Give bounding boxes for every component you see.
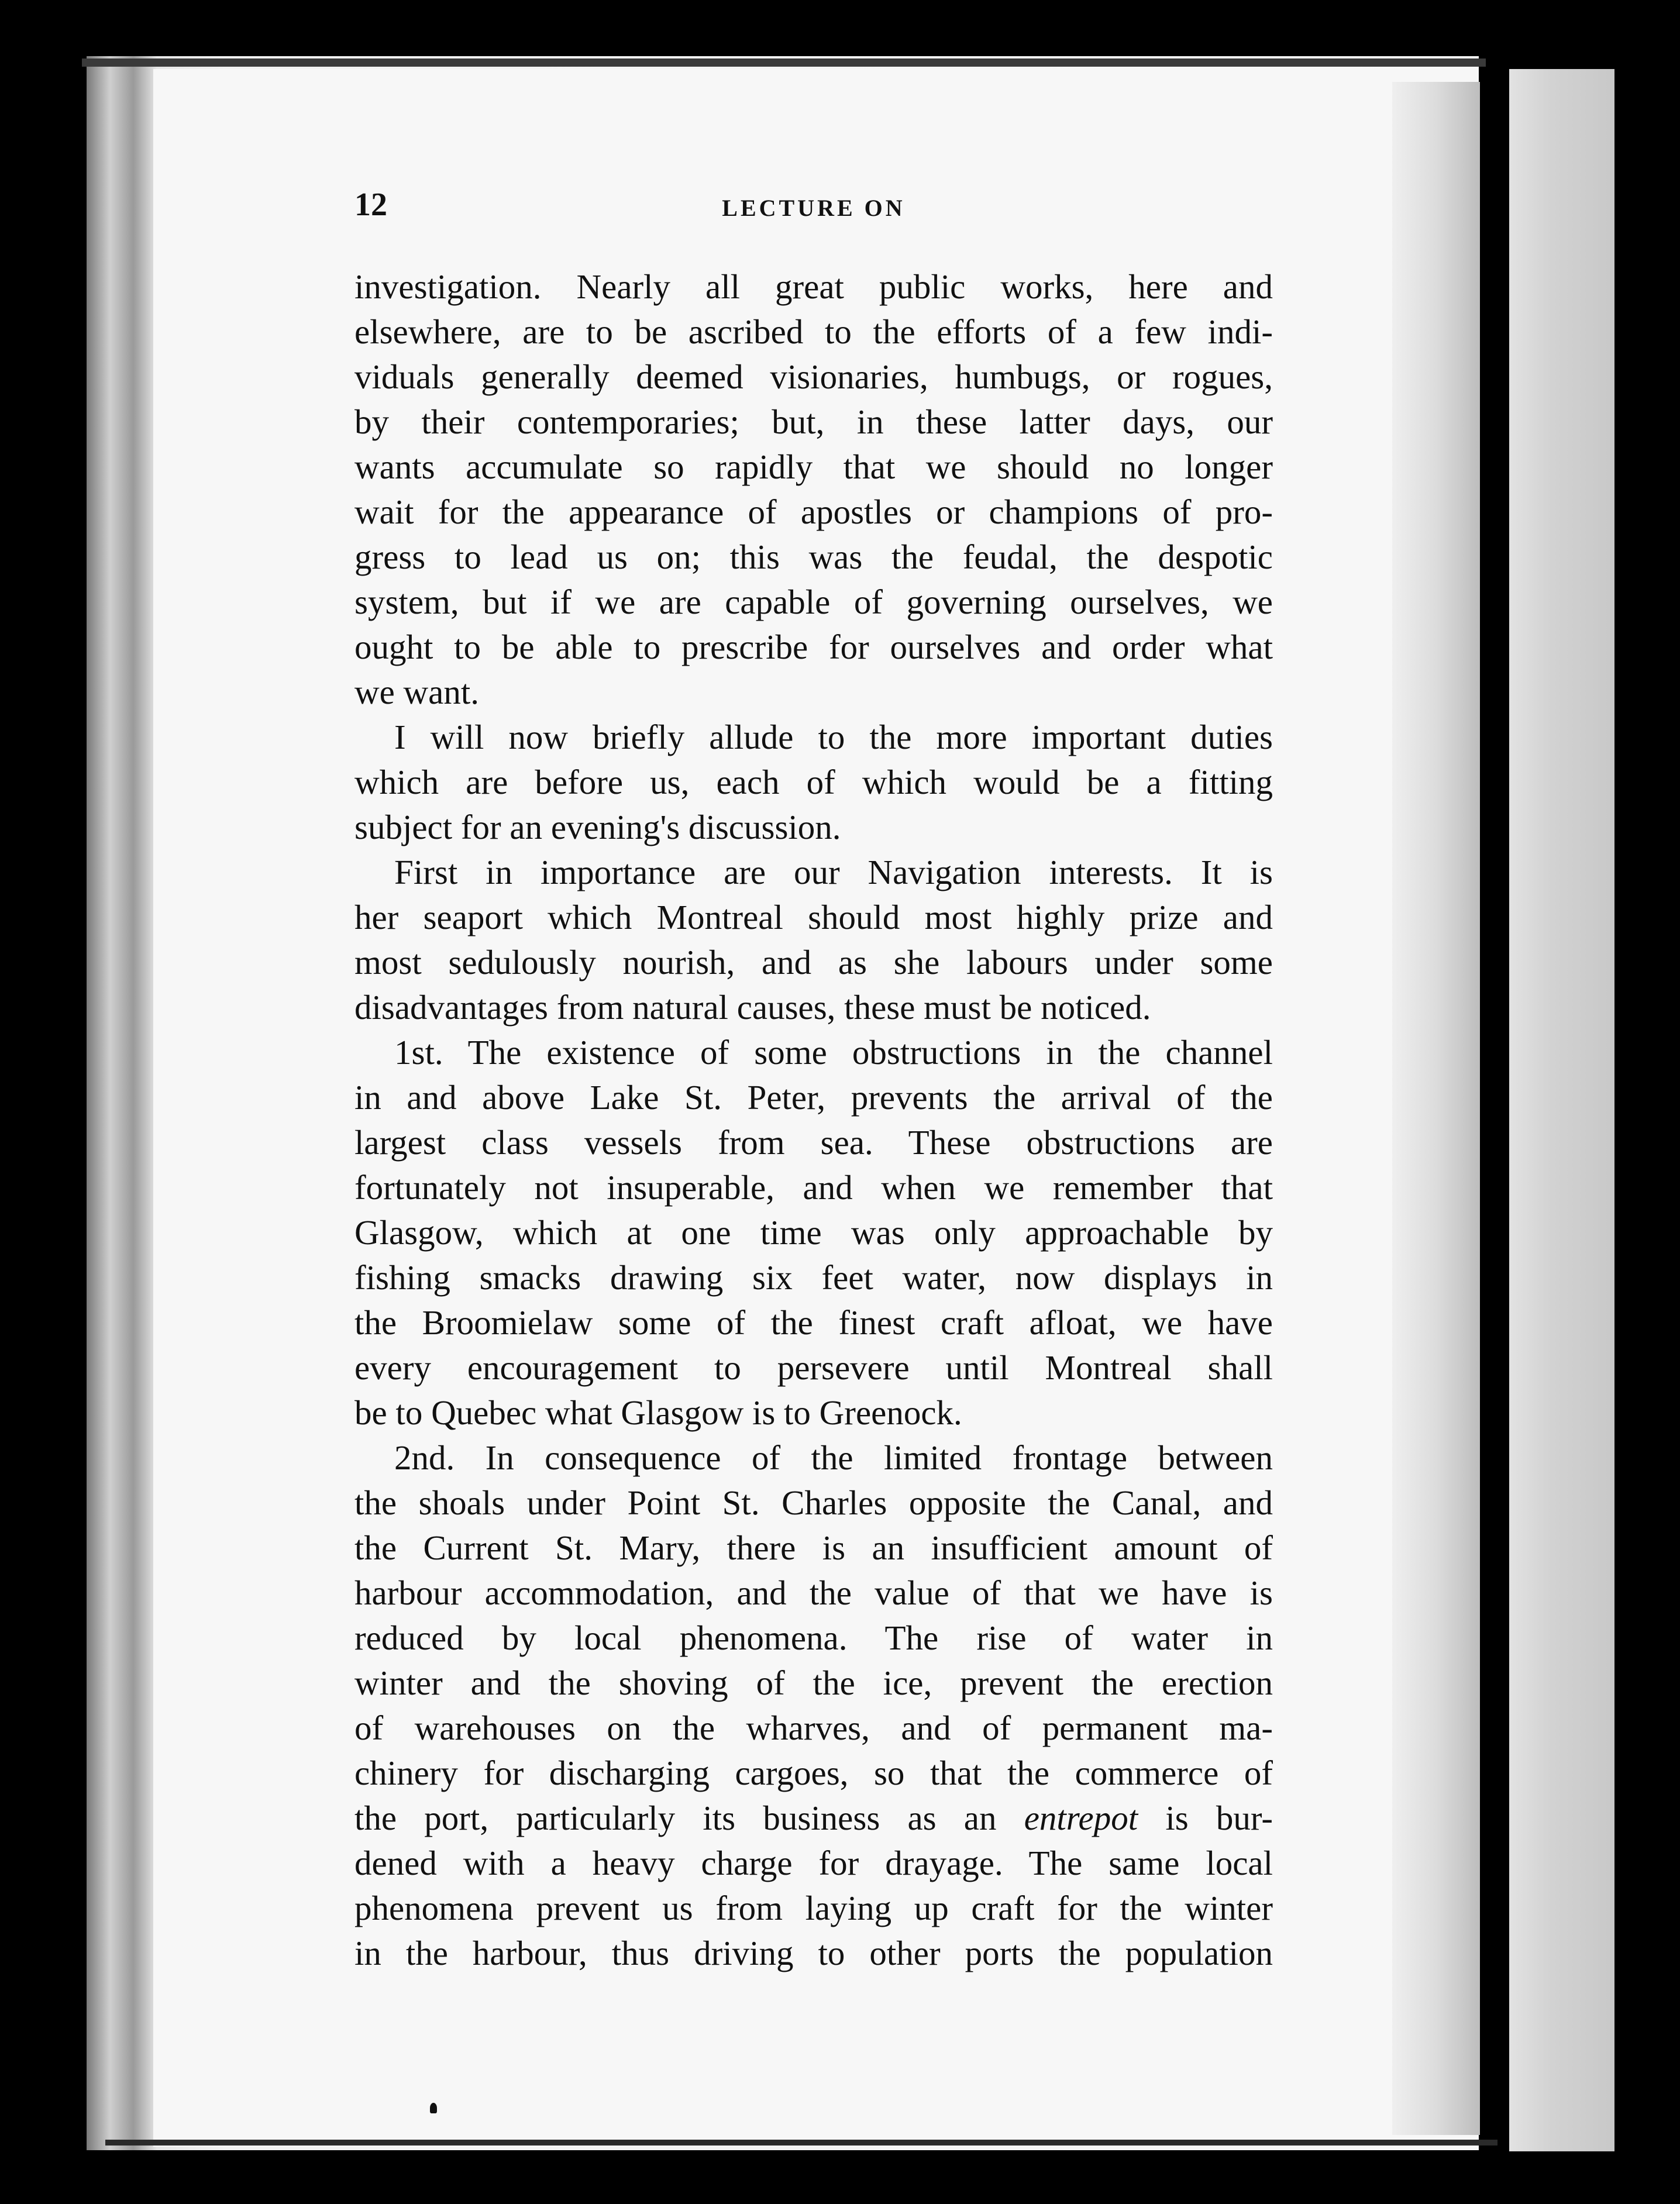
text-line: dened with a heavy charge for drayage. The same local bbox=[354, 1844, 1273, 1882]
text-line: of warehouses on the wharves, and of permanent ma- bbox=[354, 1709, 1273, 1747]
text-line: be to Quebec what Glasgow is to Greenock. bbox=[354, 1393, 962, 1432]
text-line: in the harbour, thus driving to other ports the population bbox=[354, 1934, 1273, 1972]
text-line: ought to be able to prescribe for ourselves and order what bbox=[354, 628, 1273, 666]
facing-page-edge bbox=[1509, 69, 1614, 2151]
text-line: gress to lead us on; this was the feudal, the despotic bbox=[354, 538, 1273, 576]
page-number: 12 bbox=[354, 187, 387, 223]
page-header bbox=[354, 186, 1273, 233]
bottom-edge-shadow bbox=[105, 2140, 1497, 2146]
text-run: is bur- bbox=[1138, 1799, 1273, 1837]
paragraph bbox=[354, 264, 1273, 715]
text-line: wants accumulate so rapidly that we should no longer bbox=[354, 447, 1273, 486]
ink-speck bbox=[430, 2103, 437, 2113]
text-line: disadvantages from natural causes, these must be noticed. bbox=[354, 988, 1151, 1027]
text-line: fortunately not insuperable, and when we remember that bbox=[354, 1168, 1273, 1207]
text-line: her seaport which Montreal should most highly prize and bbox=[354, 898, 1273, 936]
text-line: fishing smacks drawing six feet water, now displays in bbox=[354, 1258, 1273, 1297]
text-line: 2nd. In consequence of the limited frontage between bbox=[394, 1438, 1273, 1477]
text-run: the port, particularly its business as an bbox=[354, 1799, 1024, 1837]
body-text bbox=[354, 264, 1273, 1976]
italic-word: entrepot bbox=[1024, 1799, 1138, 1837]
text-line-with-italic bbox=[354, 1796, 1273, 1841]
text-line: the Broomielaw some of the finest craft afloat, we have bbox=[354, 1303, 1273, 1342]
text-line: I will now briefly allude to the more important duties bbox=[394, 718, 1273, 756]
text-line: largest class vessels from sea. These obstructions are bbox=[354, 1123, 1273, 1162]
text-line: which are before us, each of which would be a fitting bbox=[354, 763, 1273, 801]
text-line: First in importance are our Navigation interests. It is bbox=[394, 853, 1273, 891]
page-gutter bbox=[1392, 82, 1480, 2135]
text-line: most sedulously nourish, and as she labours under some bbox=[354, 943, 1273, 982]
text-line: by their contemporaries; but, in these latter days, our bbox=[354, 402, 1273, 441]
text-line: wait for the appearance of apostles or champions of pro- bbox=[354, 493, 1273, 531]
paragraph bbox=[354, 850, 1273, 1030]
text-line: chinery for discharging cargoes, so that the commerce of bbox=[354, 1754, 1273, 1792]
text-line: phenomena prevent us from laying up craft for the winter bbox=[354, 1889, 1273, 1927]
text-line: in and above Lake St. Peter, prevents the arrival of the bbox=[354, 1078, 1273, 1117]
running-head: LECTURE ON bbox=[722, 195, 906, 221]
text-line: we want. bbox=[354, 673, 479, 711]
text-line: every encouragement to persevere until Montreal shall bbox=[354, 1348, 1273, 1387]
text-line: viduals generally deemed visionaries, humbugs, or rogues, bbox=[354, 357, 1273, 396]
text-line: harbour accommodation, and the value of that we have is bbox=[354, 1573, 1273, 1612]
text-line: subject for an evening's discussion. bbox=[354, 808, 841, 846]
paragraph bbox=[354, 1435, 1273, 1976]
text-line: the Current St. Mary, there is an insufficient amount of bbox=[354, 1528, 1273, 1567]
top-edge-shadow bbox=[82, 58, 1486, 67]
text-line: the shoals under Point St. Charles opposite the Canal, and bbox=[354, 1483, 1273, 1522]
paragraph bbox=[354, 1030, 1273, 1435]
text-line: 1st. The existence of some obstructions in the channel bbox=[394, 1033, 1273, 1072]
text-line: investigation. Nearly all great public works, here and bbox=[354, 267, 1273, 306]
text-line: elsewhere, are to be ascribed to the efforts of a few indi- bbox=[354, 312, 1273, 351]
text-line: Glasgow, which at one time was only approachable by bbox=[354, 1213, 1273, 1252]
text-line: system, but if we are capable of governing ourselves, we bbox=[354, 583, 1273, 621]
text-line: reduced by local phenomena. The rise of water in bbox=[354, 1618, 1273, 1657]
text-line: winter and the shoving of the ice, prevent the erection bbox=[354, 1664, 1273, 1702]
paragraph bbox=[354, 715, 1273, 850]
